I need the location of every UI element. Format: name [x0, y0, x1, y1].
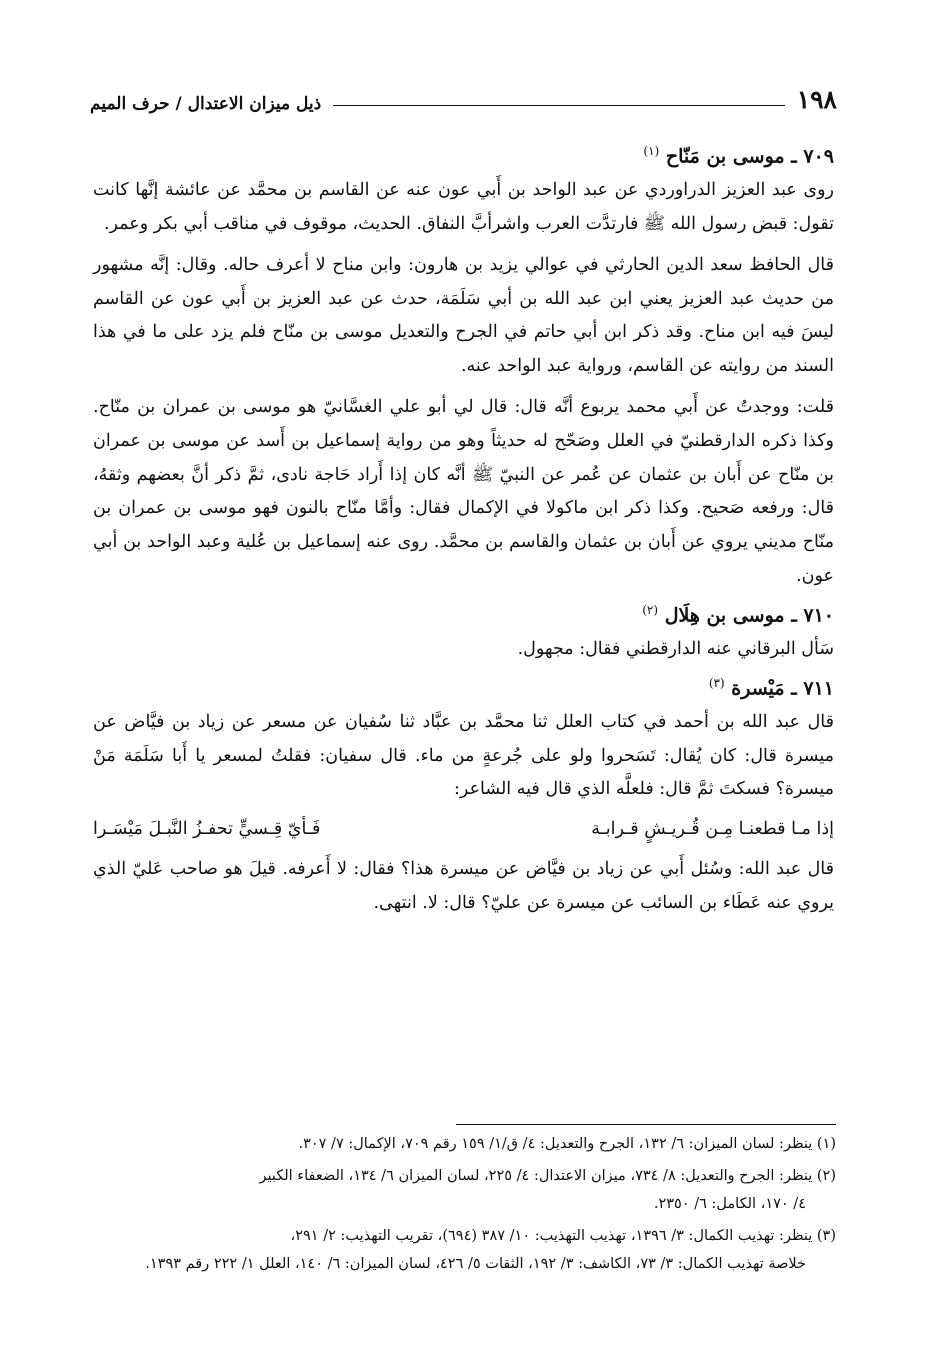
- entry-title-text: ٧١١ ـ مَيْسرة: [731, 676, 834, 699]
- poetry-verse: [93, 813, 834, 847]
- footnote-continuation: ٤/ ١٧٠، الكامل: ٦/ ٢٣٥٠.: [653, 1196, 806, 1212]
- verse-second-hemistich: فَـأيّ قِـسيٍّ تحفـزُ النَّبـلَ مَيْسَـرا: [93, 819, 321, 840]
- footnote-2: [93, 1162, 836, 1218]
- header-rule: [333, 105, 785, 106]
- running-title: ذيل ميزان الاعتدال / حرف الميم: [90, 94, 322, 114]
- entry-title: [93, 594, 834, 633]
- footnote-text: (٣) ينظر: تهذيب الكمال: ٣/ ١٣٩٦، تهذيب التهذيب: ١٠/ ٣٨٧ (٦٩٤)، تقريب التهذيب: ٢/ ٢٩١،: [290, 1228, 836, 1244]
- footnote-1: (١) ينظر: لسان الميزان: ٦/ ١٣٢، الجرح والتعديل: ٤/ ق/١/ ١٥٩ رقم ٧٠٩، الإكمال: ٧/ ٣٠٧.: [298, 1136, 836, 1152]
- paragraph: قال الحافظ سعد الدين الحارثي في عوالي يزيد بن هارون: وابن مناح لا أعرف حاله. وقال: إنَّه مشهور من حديث عبد العزيز يعني ابن عبد الله بن أبي سَلَمَة، حدث عن عبد العزيز بن أَبي عون عن القاسم ليسَ فيه ابن مناح. وقد ذكر ابن أبي حاتم في الجرح والتعديل موسى بن منّاح فلم يزد على ما في هذا السند من روايته عن القاسم، ورواية عبد الواحد عنه.: [93, 254, 834, 377]
- footnote-continuation: خلاصة تهذيب الكمال: ٣/ ٧٣، الكاشف: ٣/ ١٩٢، الثقات ٥/ ٤٢٦، لسان الميزان: ٦/ ١٤٠، العلل ١/ ٢٢٢ رقم ١٣٩٣.: [145, 1256, 806, 1272]
- entry-709: [93, 135, 834, 594]
- entry-710: [93, 594, 834, 667]
- footnote-3: [93, 1222, 836, 1278]
- main-text: [93, 135, 834, 921]
- page-number: ١٩٨: [796, 85, 837, 114]
- verse-first-hemistich: إذا مـا قطعنـا مِـن قُـريـشٍ قـرابـة: [591, 819, 834, 840]
- paragraph: قال عبد الله: وسُئل أَبي عن زياد بن فيَّاض عن ميسرة هذا؟ فقال: لا أَعرفه. قيلَ هو صاحب عَليّ الذي يروي عنه عَطَاء بن السائب عن ميسرة عن عليّ؟ قال: لا. انتهى.: [93, 858, 834, 913]
- paragraph: قلت: ووجدتُ عن أَبي محمد يربوع أنَّه قال: قال لي أبو علي الغسَّانيّ هو موسى بن عمران بن منّاح. وكذا ذكره الدارقطنيّ في العلل وصَحّح له حديثاً وهو من رواية إسماعيل بن أَسد عن موسى بن عمران بن منّاح عن أَبان بن عثمان عن عُمر عن النبيّ ﷺ أنَّه كان إذا أَراد حَاجة نادى، ثمَّ ذكر أنَّ بعضهم وثقهُ، قال: ورفعه صَحيح. وكذا ذكر ابن ماكولا في الإكمال فقال: وأمَّا منّاح بالنون فهو موسى بن عمران بن منّاح مديني يروي عن أَبان بن عثمان والقاسم بن محمَّد. روى عنه إسماعيل بن عُلية وعبد الواحد بن أبي عون.: [93, 396, 834, 586]
- footnote-ref: (٣): [708, 675, 725, 690]
- footnote-ref: (١): [643, 144, 660, 158]
- footnotes: [93, 1130, 836, 1282]
- entry-711: [93, 667, 834, 921]
- paragraph: سَأل البرقاني عنه الدارقطني فقال: مجهول.: [517, 638, 834, 659]
- entry-title-text: ٧٠٩ ـ موسى بن مَنّاح: [665, 145, 834, 168]
- footnote-text: (٢) ينظر: الجرح والتعديل: ٨/ ٧٣٤، ميزان الاعتدال: ٤/ ٢٢٥، لسان الميزان ٦/ ١٣٤، الضعفاء الكبير: [259, 1168, 836, 1184]
- paragraph: روى عبد العزيز الدراوردي عن عبد الواحد بن أَبي عون عنه عن القاسم بن محمَّد عن عائشة إنَّها كانت تقول: قبض رسول الله ﷺ فارتدَّت العرب واشرأبَّ النفاق. الحديث، موقوف في مناقب أبي بكر وعمر.: [93, 180, 834, 234]
- entry-title-text: ٧١٠ ـ موسى بن هِلَال: [664, 604, 834, 627]
- entry-title: [93, 667, 834, 706]
- footnote-ref: (٢): [642, 602, 659, 617]
- footnote-separator: [456, 1124, 836, 1125]
- paragraph: قال عبد الله بن أحمد في كتاب العلل ثنا محمَّد بن عبَّاد ثنا سُفيان عن مسعر عن زياد بن فيَّاض عن ميسرة قال: كان يُقال: تَسَحروا ولو على جُرعةٍ من ماء. قال سفيان: فقلتُ لمسعر يا أَبا سَلَمَة مَنْ ميسرة؟ فسكتَ ثمَّ قال: فلعلَّه الذي قال فيه الشاعر:: [93, 711, 834, 800]
- entry-title: [93, 135, 834, 174]
- page-header: [90, 80, 837, 114]
